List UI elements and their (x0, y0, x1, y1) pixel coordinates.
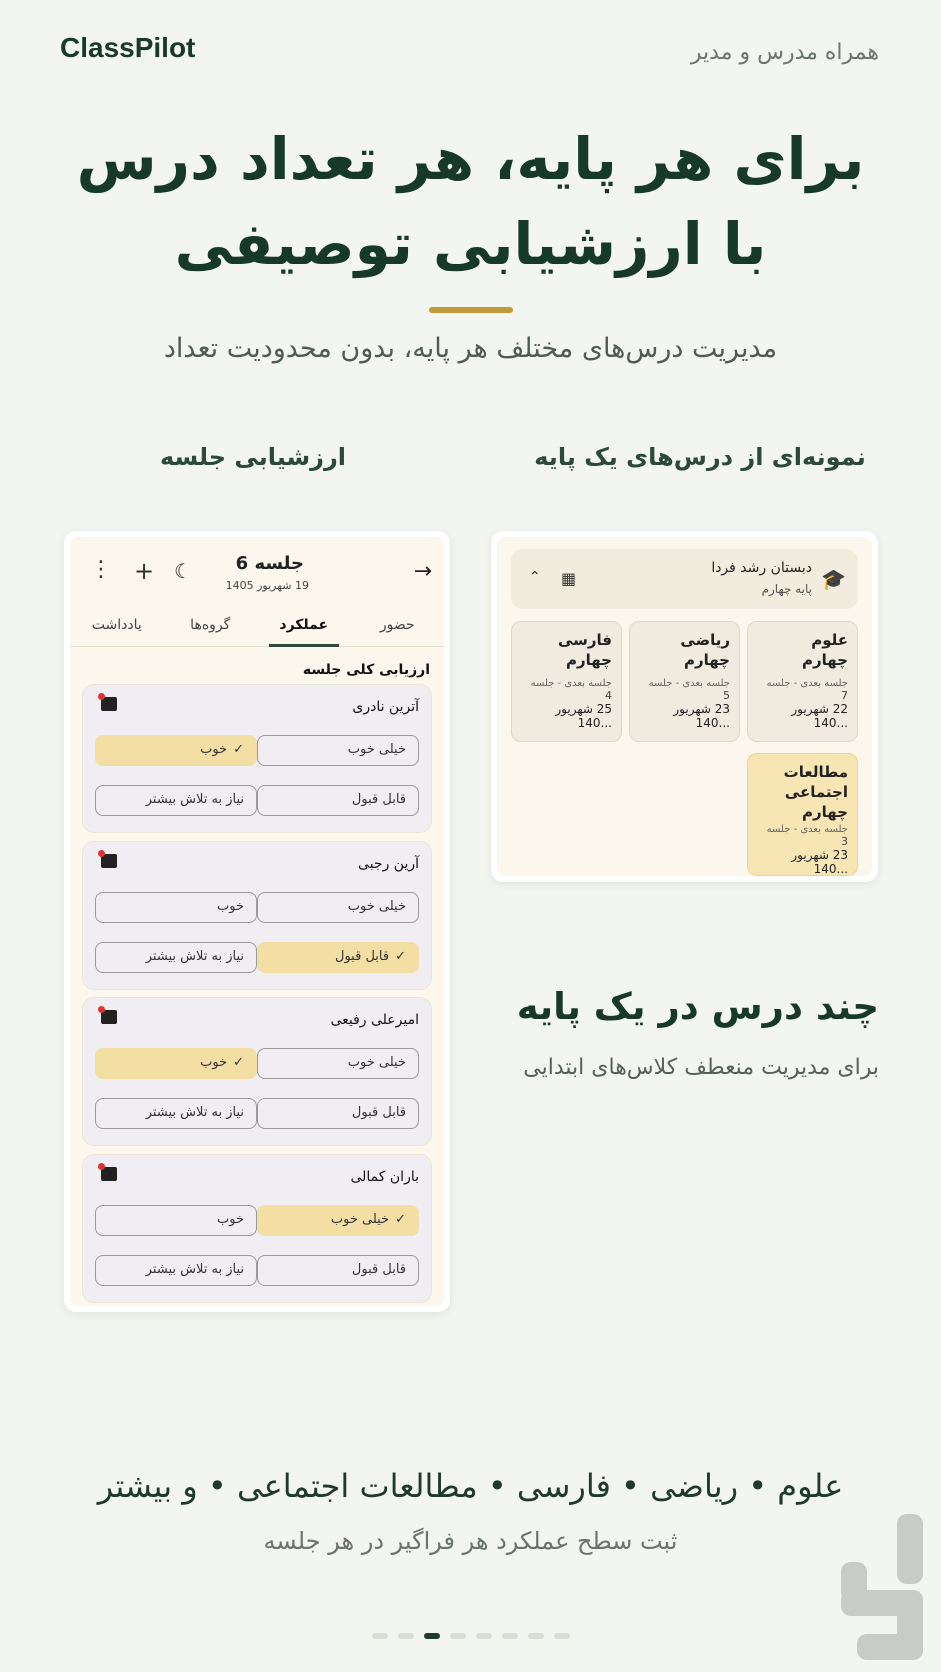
lesson-name: فارسی چهارم (557, 631, 612, 669)
comment-icon[interactable] (101, 1167, 117, 1181)
check-icon: ✓ (395, 949, 406, 964)
lesson-next-label: جلسه بعدی - جلسه (766, 678, 848, 689)
lesson-date: 23 شهریور ...140 (791, 848, 848, 876)
session-appbar (70, 547, 444, 599)
lesson-date: 22 شهریور ...140 (791, 702, 848, 730)
student-name: باران کمالی (350, 1169, 419, 1185)
session-date: 19 شهریور 1405 (225, 579, 309, 592)
page-indicator (0, 1633, 941, 1639)
option-very-good[interactable]: خیلی خوب (257, 735, 419, 766)
plus-icon[interactable]: + (134, 557, 155, 585)
tagline: همراه مدرس و مدیر (690, 40, 879, 65)
option-good[interactable]: خوب (95, 892, 257, 923)
page-dot[interactable] (502, 1633, 518, 1639)
feature-description: برای مدیریت منعطف کلاس‌های ابتدایی (523, 1055, 879, 1080)
evaluation-label: ارزشیابی جلسه (160, 443, 346, 471)
check-icon: ✓ (233, 1055, 244, 1070)
lesson-name: ریاضی چهارم (680, 631, 730, 669)
grid-icon[interactable]: ▦ (561, 569, 577, 588)
feature-title: چند درس در یک پایه (516, 985, 879, 1028)
page-dot[interactable] (450, 1633, 466, 1639)
moon-icon[interactable]: ☾ (174, 559, 192, 583)
tab-notes[interactable]: یادداشت (91, 617, 142, 633)
school-header[interactable] (511, 549, 858, 609)
lesson-card[interactable] (629, 621, 740, 742)
option-needs-effort[interactable]: نیاز به تلاش بیشتر (95, 942, 257, 973)
headline-line-2: با ارزشیابی توصیفی (174, 210, 767, 278)
lesson-date: 23 شهریور ...140 (673, 702, 730, 730)
option-good[interactable]: ✓خوب (95, 1048, 257, 1079)
subheadline: مدیریت درس‌های مختلف هر پایه، بدون محدودیت تعداد (163, 333, 778, 364)
option-very-good[interactable]: ✓خیلی خوب (257, 1205, 419, 1236)
option-needs-effort[interactable]: نیاز به تلاش بیشتر (95, 1098, 257, 1129)
subjects-caption: ثبت سطح عملکرد هر فراگیر در هر جلسه (263, 1527, 678, 1555)
student-name: آترین نادری (352, 699, 419, 715)
comment-icon[interactable] (101, 854, 117, 868)
lesson-next-label: جلسه بعدی - جلسه (648, 678, 730, 689)
option-needs-effort[interactable]: نیاز به تلاش بیشتر (95, 785, 257, 816)
tab-attendance[interactable]: حضور (379, 617, 415, 633)
tab-groups[interactable]: گروه‌ها (190, 617, 231, 633)
option-very-good[interactable]: خیلی خوب (257, 1048, 419, 1079)
kebab-icon[interactable]: ⋮ (90, 557, 112, 582)
graduation-cap-icon: 🎓 (821, 567, 846, 591)
option-acceptable[interactable]: ✓قابل قبول (257, 942, 419, 973)
tab-performance[interactable]: عملکرد (257, 607, 351, 646)
school-grade: پایه چهارم (761, 582, 812, 596)
option-acceptable[interactable]: قابل قبول (257, 1255, 419, 1286)
lesson-session-number: 5 (723, 689, 730, 702)
lesson-session-number: 7 (841, 689, 848, 702)
lesson-next-label: جلسه بعدی - جلسه (530, 678, 612, 689)
check-icon: ✓ (395, 1212, 406, 1227)
student-card (82, 1154, 432, 1303)
option-good[interactable]: خوب (95, 1205, 257, 1236)
lesson-date: 25 شهریور ...140 (555, 702, 612, 730)
lesson-card[interactable] (747, 753, 858, 876)
lesson-name: علوم چهارم (802, 631, 848, 669)
page-dot-active[interactable] (424, 1633, 440, 1639)
comment-icon[interactable] (101, 1010, 117, 1024)
page-dot[interactable] (528, 1633, 544, 1639)
section-title: ارزیابی کلی جلسه (302, 662, 430, 678)
student-card (82, 684, 432, 833)
student-name: آرین رجبی (358, 856, 419, 872)
lesson-next-label: جلسه بعدی - جلسه (766, 824, 848, 835)
comment-icon[interactable] (101, 697, 117, 711)
student-card (82, 997, 432, 1146)
lessons-screenshot (491, 531, 878, 882)
option-very-good[interactable]: خیلی خوب (257, 892, 419, 923)
school-name: دبستان رشد فردا (711, 560, 812, 576)
option-acceptable[interactable]: قابل قبول (257, 785, 419, 816)
brand-logo-text: ClassPilot (60, 32, 196, 63)
subjects-list: علوم • ریاضی • فارسی • مطالعات اجتماعی • و بیشتر (97, 1467, 844, 1505)
session-tabs (70, 607, 444, 647)
store-watermark-logo (835, 1510, 935, 1665)
option-needs-effort[interactable]: نیاز به تلاش بیشتر (95, 1255, 257, 1286)
page-dot[interactable] (398, 1633, 414, 1639)
headline-line-1: برای هر پایه، هر تعداد درس (76, 125, 865, 193)
page-dot[interactable] (372, 1633, 388, 1639)
session-title: جلسه 6 (235, 553, 304, 574)
session-evaluation-screenshot (64, 531, 450, 1312)
arrow-right-icon[interactable]: → (413, 559, 432, 584)
lesson-card[interactable] (511, 621, 622, 742)
option-good[interactable]: ✓خوب (95, 735, 257, 766)
page-dot[interactable] (554, 1633, 570, 1639)
lesson-card[interactable] (747, 621, 858, 742)
student-name: امیرعلی رفیعی (330, 1012, 419, 1028)
option-acceptable[interactable]: قابل قبول (257, 1098, 419, 1129)
lesson-session-number: 3 (841, 835, 848, 848)
lessons-label: نمونه‌ای از درس‌های یک پایه (534, 443, 866, 471)
headline-underline (429, 307, 513, 313)
check-icon: ✓ (233, 742, 244, 757)
chevron-up-icon[interactable]: ⌃ (529, 569, 541, 585)
lesson-name: مطالعات اجتماعی چهارم (783, 763, 848, 821)
student-card (82, 841, 432, 990)
page-dot[interactable] (476, 1633, 492, 1639)
lesson-session-number: 4 (605, 689, 612, 702)
